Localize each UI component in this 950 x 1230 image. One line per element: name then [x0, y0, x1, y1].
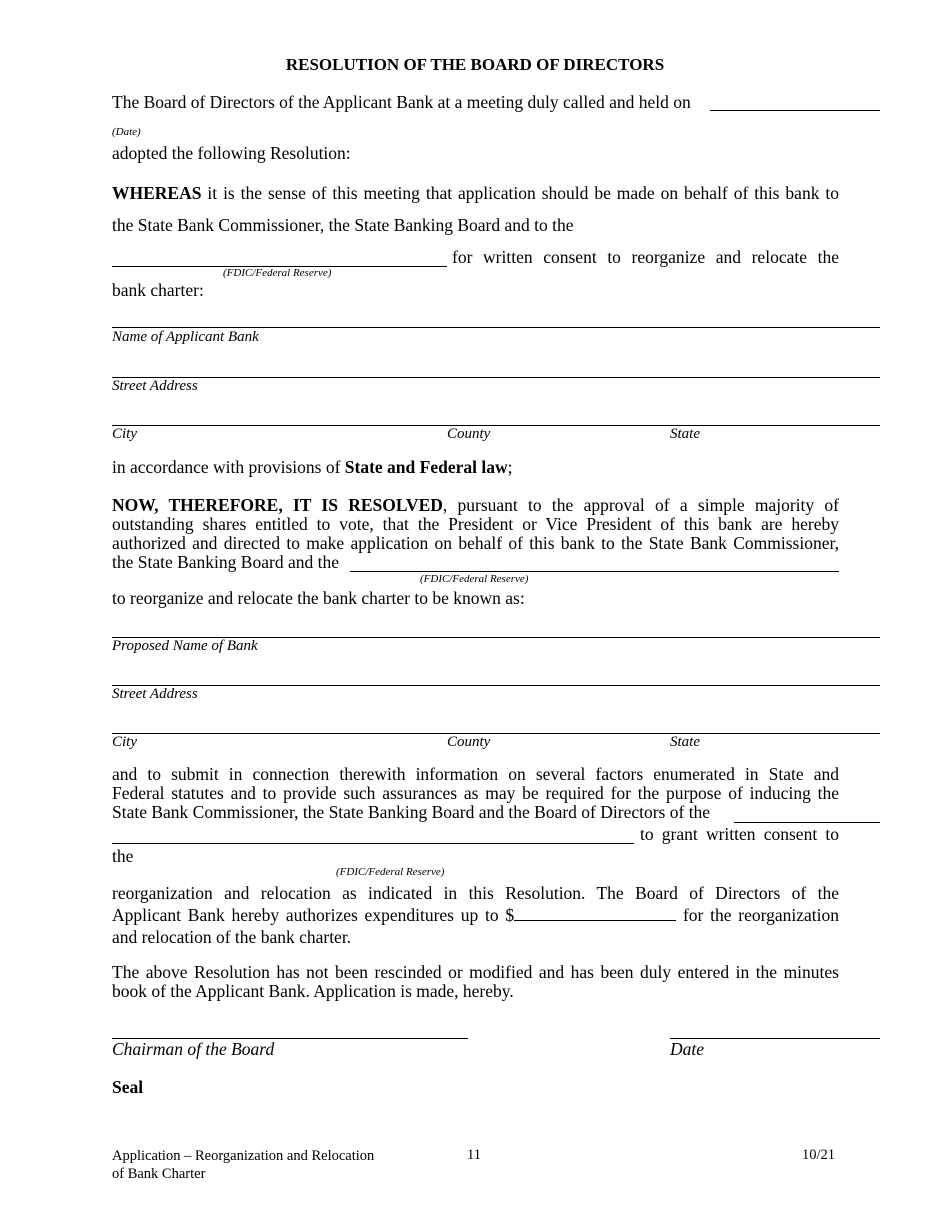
proposed-street-label: Street Address — [112, 686, 198, 702]
chairman-label: Chairman of the Board — [112, 1039, 275, 1059]
footer-title-2: of Bank Charter — [112, 1166, 206, 1182]
submit-paragraph — [112, 765, 839, 822]
resolved-text-2: outstanding shares entitled to vote, that the President or Vice President of this bank are hereby — [112, 514, 839, 534]
resolved-lead: NOW, THEREFORE, IT IS RESOLVED — [112, 495, 443, 515]
resolved-text-1: , pursuant to the approval of a simple majority of — [442, 495, 839, 515]
proposed-county-label: County — [447, 734, 491, 750]
applicant-county-label: County — [447, 426, 491, 442]
proposed-city-county-state-field[interactable] — [112, 733, 880, 734]
footer-title-1: Application – Reorganization and Relocation — [112, 1148, 375, 1164]
closing-text-1: The above Resolution has not been rescinded or modified and has been duly entered in the minutes — [112, 962, 839, 982]
applicant-name-label: Name of Applicant Bank — [112, 329, 259, 345]
whereas-line-2: the State Bank Commissioner, the State Banking Board and to the — [112, 215, 574, 235]
date-caption: (Date) — [112, 126, 141, 138]
footer-left — [112, 1147, 374, 1183]
resolved-text-4: the State Banking Board and the — [112, 552, 339, 572]
submit-text-2: Federal statutes and to provide such assurances as may be required for the purpose of inducing the — [112, 783, 839, 803]
fdic-field-3a[interactable] — [734, 822, 880, 823]
seal-label: Seal — [112, 1077, 144, 1097]
proposed-city-label: City — [112, 734, 137, 750]
applicant-city-label: City — [112, 426, 137, 442]
whereas-lead: WHEREAS — [112, 183, 202, 203]
closing-paragraph — [112, 963, 839, 1001]
proposed-state-label: State — [670, 734, 700, 750]
law-suffix: ; — [507, 457, 513, 477]
submit-text-7-pre: Applicant Bank hereby authorizes expenditures up to $ — [112, 905, 515, 925]
submit-text-6: reorganization and relocation as indicated in this Resolution. The Board of Directors of the — [112, 883, 839, 903]
law-line — [112, 457, 513, 478]
submit-text-1: and to submit in connection therewith information on several factors enumerated in State and — [112, 764, 839, 784]
meeting-date-field[interactable] — [710, 110, 880, 111]
whereas-line-1 — [112, 183, 839, 204]
closing-text-2: book of the Applicant Bank. Application is made, hereby. — [112, 981, 514, 1001]
submit-text-3: State Bank Commissioner, the State Banking Board and the Board of Directors of the — [112, 802, 711, 822]
expenditure-amount-field[interactable] — [514, 919, 676, 921]
submit-text-7-post: for the reorganization — [682, 905, 840, 925]
submit-text-5: the — [112, 846, 134, 866]
proposed-street-field[interactable] — [112, 685, 880, 686]
fdic-caption-3: (FDIC/Federal Reserve) — [336, 866, 445, 878]
resolved-text-3: authorized and directed to make application on behalf of this bank to the State Bank Commissioner, — [112, 533, 839, 553]
fdic-field-2[interactable] — [350, 571, 839, 572]
whereas-text-1: it is the sense of this meeting that application should be made on behalf of this bank to — [207, 183, 839, 203]
submit-paragraph-cont — [112, 882, 839, 948]
page-title: RESOLUTION OF THE BOARD OF DIRECTORS — [285, 55, 665, 74]
fdic-caption-2: (FDIC/Federal Reserve) — [420, 573, 529, 585]
applicant-street-label: Street Address — [112, 378, 198, 394]
page-number: 11 — [467, 1147, 481, 1163]
applicant-name-field[interactable] — [112, 327, 880, 328]
signature-date-label: Date — [670, 1039, 705, 1059]
fdic-field-3b[interactable] — [112, 843, 634, 844]
applicant-street-field[interactable] — [112, 377, 880, 378]
adopted-text: adopted the following Resolution: — [112, 143, 351, 163]
law-prefix: in accordance with provisions of — [112, 457, 341, 477]
law-bold: State and Federal law — [344, 457, 508, 477]
whereas-line-4: bank charter: — [112, 280, 204, 300]
submit-text-4: to grant written consent to — [640, 824, 839, 844]
submit-text-8: and relocation of the bank charter. — [112, 927, 352, 947]
applicant-city-county-state-field[interactable] — [112, 425, 880, 426]
revision-date: 10/21 — [802, 1147, 836, 1163]
resolved-text-5: to reorganize and relocate the bank charter to be known as: — [112, 588, 525, 608]
resolved-paragraph — [112, 496, 839, 572]
proposed-name-label: Proposed Name of Bank — [112, 638, 258, 654]
applicant-state-label: State — [670, 426, 700, 442]
whereas-line-3: for written consent to reorganize and relocate the — [452, 247, 839, 267]
fdic-caption-1: (FDIC/Federal Reserve) — [223, 267, 332, 279]
meeting-text: The Board of Directors of the Applicant Bank at a meeting duly called and held on — [112, 92, 691, 112]
